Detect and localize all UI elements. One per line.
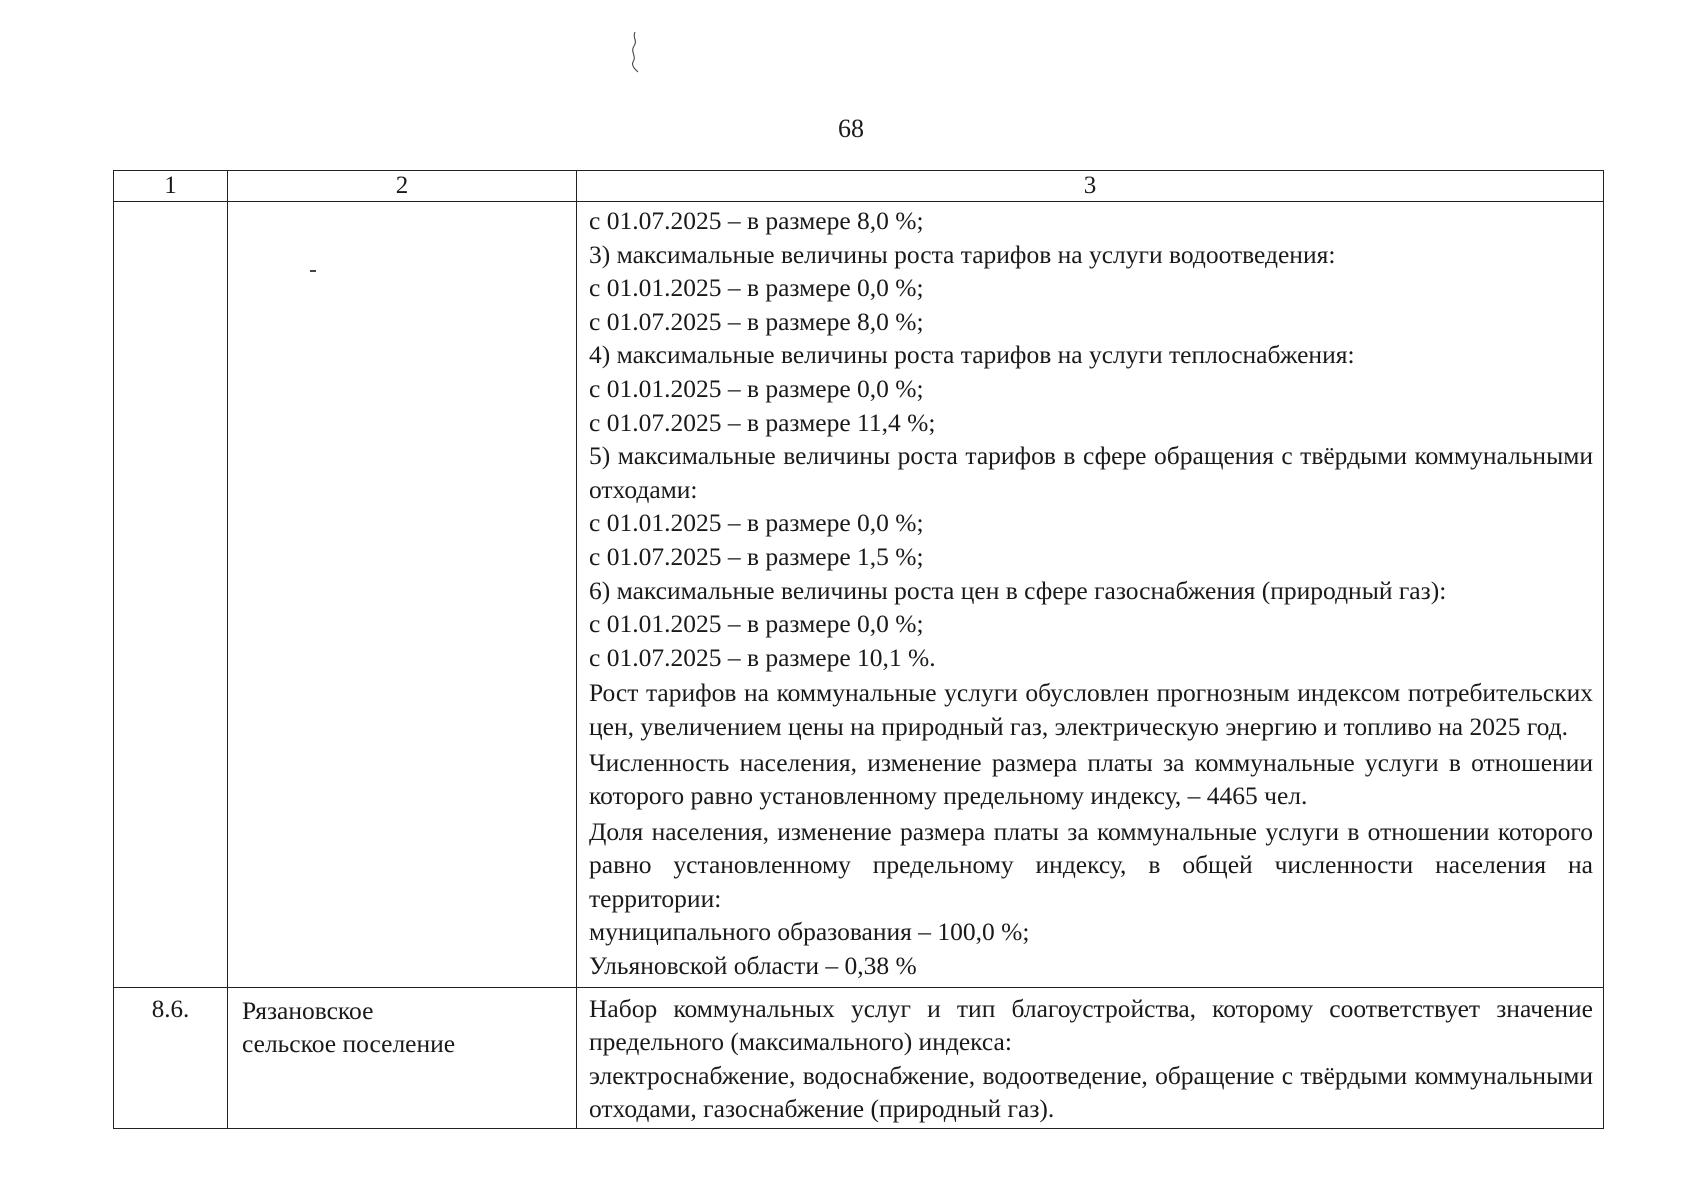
text-line: 3) максимальные величины роста тарифов на услуги водоотведения: xyxy=(589,239,1336,269)
text-line: муниципального образования – 100,0 %; xyxy=(589,917,1030,947)
text-line: с 01.07.2025 – в размере 8,0 %; xyxy=(589,306,924,336)
text-paragraph: электроснабжение, водоснабжение, водоотведение, обращение с твёрдыми коммунальными отходами, газоснабжение (природный газ). xyxy=(589,1060,1593,1124)
text-line: 4) максимальные величины роста тарифов на услуги теплоснабжения: xyxy=(589,340,1355,370)
header-col-3: 3 xyxy=(577,171,1604,202)
text-paragraph: Рост тарифов на коммунальные услуги обусловлен прогнозным индексом потребительских цен, увеличением цены на природный газ, электрическую энергию и топливо на 2025 год. xyxy=(589,678,1593,741)
text-line: с 01.07.2025 – в размере 1,5 %; xyxy=(589,541,924,571)
row-text-cell xyxy=(577,202,1604,988)
text-paragraph: 5) максимальные величины роста тарифов в сфере обращения с твёрдыми коммунальными отходами: xyxy=(589,441,1593,504)
table-row xyxy=(114,202,1604,988)
row-name-cell xyxy=(228,202,577,988)
settlement-name-line: сельское поселение xyxy=(242,1029,456,1059)
table-row xyxy=(114,987,1604,1128)
pen-mark-scribble xyxy=(628,30,642,74)
settlement-name-line: Рязановское xyxy=(242,995,374,1025)
header-col-1: 1 xyxy=(114,171,228,202)
row-name-cell xyxy=(228,987,577,1128)
tariff-table xyxy=(113,170,1604,1129)
text-line: с 01.01.2025 – в размере 0,0 %; xyxy=(589,508,924,538)
text-line: 6) максимальные величины роста цен в сфере газоснабжения (природный газ): xyxy=(589,575,1447,605)
header-col-2: 2 xyxy=(228,171,577,202)
text-paragraph: Доля населения, изменение размера платы за коммунальные услуги в отношении которого равно установленному предельному индексу, в общей численности населения на территории: xyxy=(589,816,1593,913)
text-line: с 01.01.2025 – в размере 0,0 %; xyxy=(589,609,924,639)
text-line: с 01.07.2025 – в размере 10,1 %. xyxy=(589,642,936,672)
text-line: с 01.01.2025 – в размере 0,0 %; xyxy=(589,273,924,303)
text-line: с 01.07.2025 – в размере 8,0 %; xyxy=(589,206,924,235)
text-paragraph: Численность населения, изменение размера платы за коммунальные услуги в отношении которого равно установленному предельному индексу, – 4465 чел. xyxy=(589,747,1593,811)
row-number-cell: 8.6. xyxy=(114,987,228,1128)
table-header-row xyxy=(114,171,1604,202)
row-text-cell xyxy=(577,987,1604,1128)
text-line: с 01.07.2025 – в размере 11,4 %; xyxy=(589,407,936,437)
text-paragraph: Набор коммунальных услуг и тип благоустройства, которому соответствует значение предельного (максимального) индекса: xyxy=(589,993,1593,1057)
page-number: 68 xyxy=(838,114,864,143)
row-number-cell xyxy=(114,202,228,988)
text-line: Ульяновской области – 0,38 % xyxy=(589,951,917,981)
text-line: с 01.01.2025 – в размере 0,0 %; xyxy=(589,373,924,403)
